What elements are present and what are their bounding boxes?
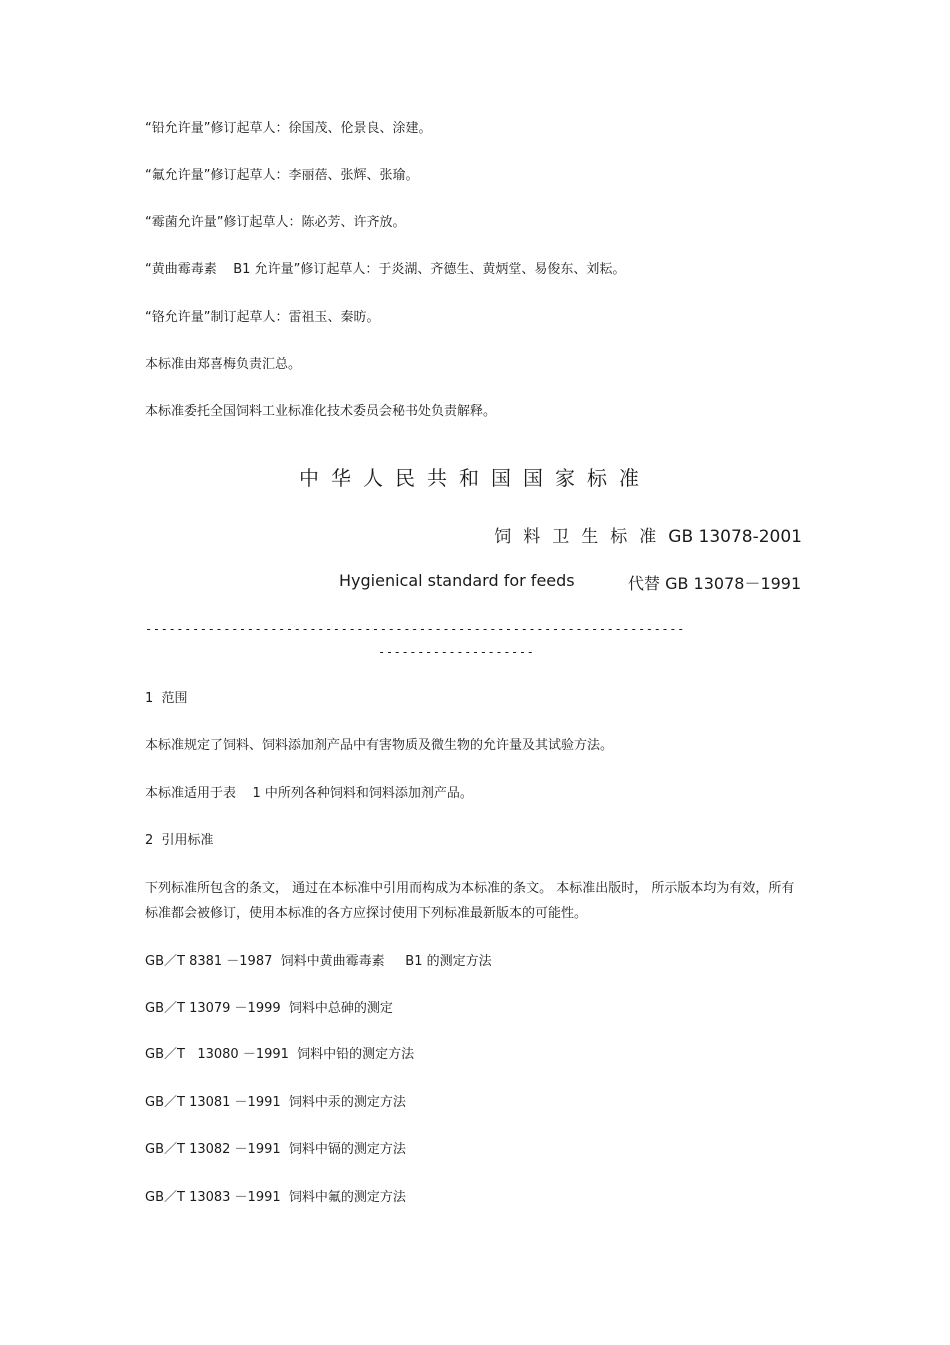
section-1-paragraph: 本标准规定了饲料、饲料添加剂产品中有害物质及微生物的允许量及其试验方法。 xyxy=(145,738,614,753)
drafter-mold: “霉菌允许量”修订起草人：陈必芳、许齐放。 xyxy=(145,215,406,230)
standard-code: GB 13078-2001 xyxy=(668,527,802,547)
reference-item: GB／T 13079 －1999 饲料中总砷的测定 xyxy=(145,1001,393,1016)
reference-item: GB／T 13083 －1991 饲料中氟的测定方法 xyxy=(145,1190,406,1205)
reference-item: GB／T 13081 －1991 饲料中汞的测定方法 xyxy=(145,1095,406,1110)
english-title: Hygienical standard for feeds xyxy=(339,571,575,590)
national-standard-title: 中华人民共和国国家标准 xyxy=(299,466,651,490)
summary-note: 本标准由郑喜梅负责汇总。 xyxy=(145,357,302,372)
drafter-fluorine: “氟允许量”修订起草人：李丽蓓、张辉、张瑜。 xyxy=(145,168,419,183)
drafter-aflatoxin: “黄曲霉毒素 B1 允许量”修订起草人：于炎湖、齐德生、黄炳堂、易俊东、刘耘。 xyxy=(145,262,626,277)
reference-item: GB／T 13082 －1991 饲料中镉的测定方法 xyxy=(145,1142,406,1157)
standard-name: 饲料卫生标准 xyxy=(494,527,669,547)
separator-line: --------------------------------------------------------------------- xyxy=(145,622,685,636)
section-1-scope: 本标准适用于表 1 中所列各种饲料和饲料添加剂产品。 xyxy=(145,786,473,801)
separator-line-continued: -------------------- xyxy=(378,645,535,659)
reference-item: GB／T 13080 －1991 饲料中铅的测定方法 xyxy=(145,1047,415,1062)
reference-item: GB／T 8381 －1987 饲料中黄曲霉毒素 B1 的测定方法 xyxy=(145,954,492,969)
drafter-chromium: “铬允许量”制订起草人：雷祖玉、秦昉。 xyxy=(145,310,380,325)
drafter-lead: “铅允许量”修订起草人：徐国茂、伦景良、涂建。 xyxy=(145,121,432,136)
standard-header xyxy=(494,522,802,547)
section-2-intro: 下列标准所包含的条文， 通过在本标准中引用而构成为本标准的条文。 本标准出版时， 所示版本均为有效，所有标准都会被修订，使用本标准的各方应探讨使用下列标准最新版本的可能性。 xyxy=(145,881,795,921)
section-2-heading: 2 引用标准 xyxy=(145,833,214,848)
interpretation-note: 本标准委托全国饲料工业标准化技术委员会秘书处负责解释。 xyxy=(145,404,497,419)
section-1-heading: 1 范围 xyxy=(145,691,188,706)
replaces-note: 代替 GB 13078－1991 xyxy=(628,574,802,593)
